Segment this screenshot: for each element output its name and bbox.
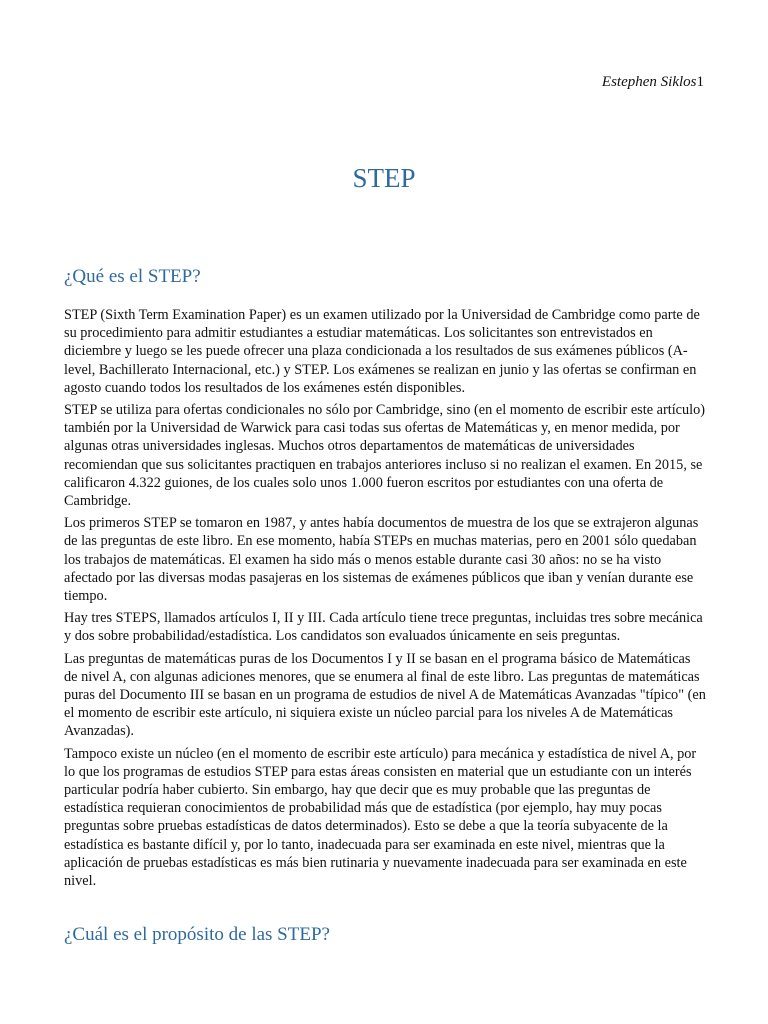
section-body xyxy=(64,306,706,894)
section-heading-what-is-step: ¿Qué es el STEP? xyxy=(64,266,201,287)
paragraph: Las preguntas de matemáticas puras de los Documentos I y II se basan en el programa básico de Matemáticas de nivel A, con algunas adiciones menores, que se enumera al final de este libro. Las preguntas de matemáticas puras del Documento III se basan en un programa de estudios de nivel A de Matemáticas Avanzadas "típico" (en el momento de escribir este artículo, ni siquiera existe un núcleo parcial para los niveles A de Matemáticas Avanzadas). xyxy=(64,650,706,740)
paragraph: Tampoco existe un núcleo (en el momento de escribir este artículo) para mecánica y estadística de nivel A, por lo que los programas de estudios STEP para estas áreas consisten en material que un estudiante con un interés particular podría haber cubierto. Sin embargo, hay que decir que es muy probable que las preguntas de estadística requieran conocimientos de probabilidad más que de estadística (por ejemplo, hay muy pocas preguntas sobre pruebas estadísticas de datos determinados). Esto se debe a que la teoría subyacente de la estadística es bastante difícil y, por lo tanto, inadecuada para ser examinada en este nivel, mientras que la aplicación de pruebas estadísticas es más bien rutinaria y nuevamente inadecuada para ser examinada en este nivel. xyxy=(64,745,697,890)
paragraph: Hay tres STEPS, llamados artículos I, II y III. Cada artículo tiene trece preguntas, incluidas tres sobre mecánica y dos sobre probabilidad/estadística. Los candidatos son evaluados únicamente en seis preguntas. xyxy=(64,610,703,645)
page-header xyxy=(602,72,704,92)
page-number: 1 xyxy=(696,74,704,90)
document-title: STEP xyxy=(352,163,416,193)
header-author: Estephen Siklos xyxy=(601,74,697,90)
paragraph: STEP (Sixth Term Examination Paper) es un examen utilizado por la Universidad de Cambridge como parte de su procedimiento para admitir estudiantes a estudiar matemáticas. Los solicitantes son entrevistados en diciembre y luego se les puede ofrecer una plaza condicionada a los resultados de sus exámenes públicos (A-level, Bachillerato Internacional, etc.) y STEP. Los exámenes se realizan en junio y las ofertas se confirman en agosto cuando todos los resultados de los exámenes estén disponibles. xyxy=(64,307,700,396)
section-heading-purpose: ¿Cuál es el propósito de las STEP? xyxy=(64,924,330,945)
paragraph: STEP se utiliza para ofertas condicionales no sólo por Cambridge, sino (en el momento de escribir este artículo) también por la Universidad de Warwick para casi todas sus ofertas de Matemáticas y, en menor medida, por algunas otras universidades inglesas. Muchos otros departamentos de matemáticas de universidades recomiendan que sus solicitantes practiquen en trabajos anteriores incluso si no realizan el examen. En 2015, se calificaron 4.322 guiones, de los cuales solo unos 1.000 fueron escritos por estudiantes con una oferta de Cambridge. xyxy=(64,402,706,510)
paragraph: Los primeros STEP se tomaron en 1987, y antes había documentos de muestra de los que se extrajeron algunas de las preguntas de este libro. En ese momento, había STEPs en muchas materias, pero en 2001 sólo quedaban los trabajos de matemáticas. El examen ha sido más o menos estable durante casi 30 años: no se ha visto afectado por las diversas modas pasajeras en los sistemas de exámenes públicos que iban y venían durante ese tiempo. xyxy=(64,515,699,605)
